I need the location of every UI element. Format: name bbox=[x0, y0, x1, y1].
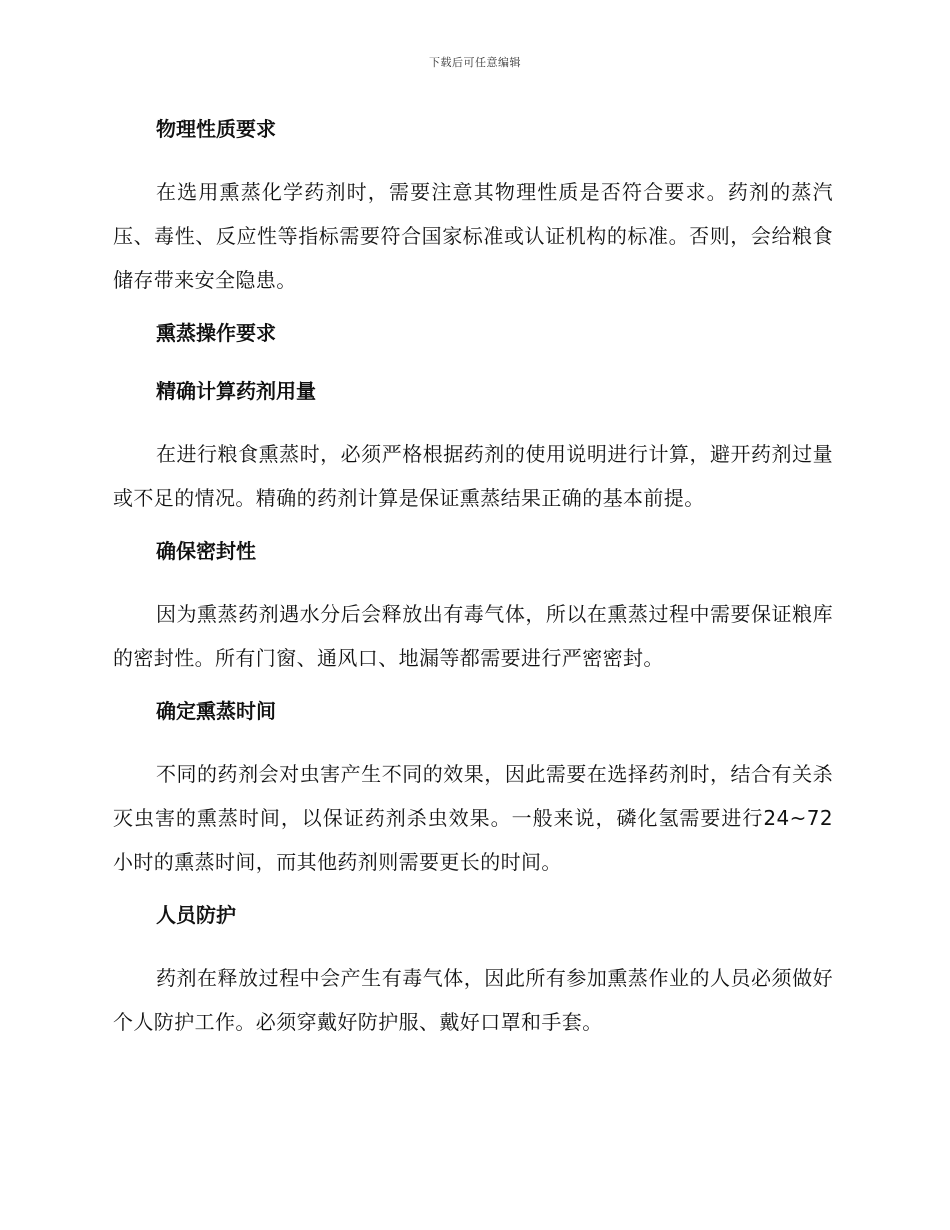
section-paragraph-sealing: 因为熏蒸药剂遇水分后会释放出有毒气体，所以在熏蒸过程中需要保证粮库的密封性。所有门窗、通风口、地漏等都需要进行严密密封。 bbox=[113, 602, 833, 670]
page-header: 下载后可任意编辑 bbox=[429, 56, 521, 69]
section-heading-fumigation-time: 确定熏蒸时间 bbox=[156, 699, 276, 723]
section-heading-dosage-calculation: 精确计算药剂用量 bbox=[156, 379, 316, 403]
section-heading-personnel-protection: 人员防护 bbox=[156, 903, 236, 927]
section-heading-physical-properties: 物理性质要求 bbox=[156, 117, 276, 141]
section-paragraph-fumigation-time: 不同的药剂会对虫害产生不同的效果，因此需要在选择药剂时，结合有关杀灭虫害的熏蒸时间，以保证药剂杀虫效果。一般来说，磷化氢需要进行24~72 小时的熏蒸时间，而其他药剂则需要更长的时间。 bbox=[113, 762, 833, 874]
section-paragraph-personnel-protection: 药剂在释放过程中会产生有毒气体，因此所有参加熏蒸作业的人员必须做好个人防护工作。必须穿戴好防护服、戴好口罩和手套。 bbox=[113, 966, 833, 1034]
section-paragraph-physical-properties: 在选用熏蒸化学药剂时，需要注意其物理性质是否符合要求。药剂的蒸汽压、毒性、反应性等指标需要符合国家标准或认证机构的标准。否则，会给粮食储存带来安全隐患。 bbox=[113, 180, 833, 292]
section-heading-fumigation-operation: 熏蒸操作要求 bbox=[156, 321, 276, 345]
section-heading-sealing: 确保密封性 bbox=[156, 539, 256, 563]
document-body bbox=[113, 112, 833, 1044]
section-paragraph-dosage-calculation: 在进行粮食熏蒸时，必须严格根据药剂的使用说明进行计算，避开药剂过量或不足的情况。精确的药剂计算是保证熏蒸结果正确的基本前提。 bbox=[113, 442, 833, 510]
